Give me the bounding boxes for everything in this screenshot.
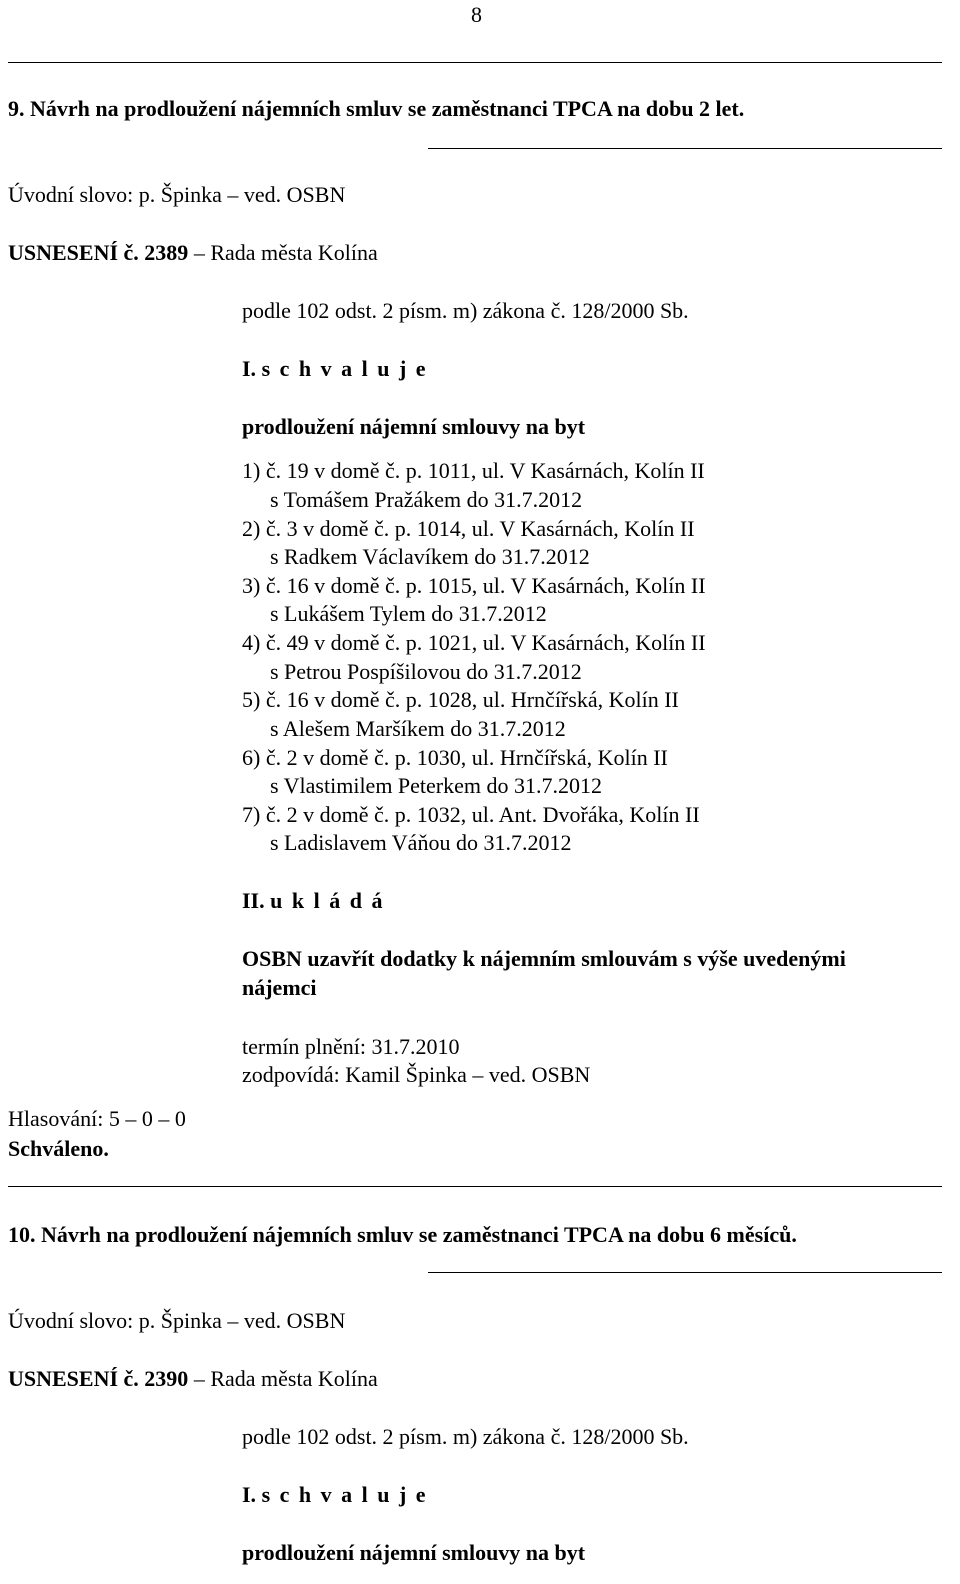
approve-subject: prodloužení nájemní smlouvy na byt	[242, 1540, 586, 1565]
resolution-line	[8, 1366, 378, 1392]
list-item-address: 3) č. 16 v domě č. p. 1015, ul. V Kasárnách, Kolín II	[242, 573, 706, 598]
list-item-address: 5) č. 16 v domě č. p. 1028, ul. Hrnčířská, Kolín II	[242, 687, 679, 712]
section-title: 10. Návrh na prodloužení nájemních smluv se zaměstnanci TPCA na dobu 6 měsíců.	[8, 1222, 797, 1247]
approval-status: Schváleno.	[8, 1136, 109, 1161]
list-item-address: 1) č. 19 v domě č. p. 1011, ul. V Kasárnách, Kolín II	[242, 458, 705, 483]
list-item-address: 2) č. 3 v domě č. p. 1014, ul. V Kasárnách, Kolín II	[242, 516, 695, 541]
resolution-body: – Rada města Kolína	[188, 1366, 378, 1391]
list-item-tenant: s Vlastimilem Peterkem do 31.7.2012	[270, 773, 603, 798]
list-item-tenant: s Alešem Maršíkem do 31.7.2012	[270, 716, 566, 741]
deadline: termín plnění: 31.7.2010	[242, 1034, 460, 1059]
resolution-line	[8, 240, 378, 266]
order-heading	[242, 888, 384, 914]
list-item-tenant: s Ladislavem Váňou do 31.7.2012	[270, 830, 572, 855]
order-word: u k l á d á	[270, 888, 385, 913]
title-underline	[428, 1272, 942, 1273]
approve-heading	[242, 356, 428, 382]
intro-line: Úvodní slovo: p. Špinka – ved. OSBN	[8, 182, 346, 207]
section-title: 9. Návrh na prodloužení nájemních smluv se zaměstnanci TPCA na dobu 2 let.	[8, 96, 745, 121]
order-num: II.	[242, 888, 271, 913]
list-item-address: 7) č. 2 v domě č. p. 1032, ul. Ant. Dvořáka, Kolín II	[242, 802, 700, 827]
list-item-tenant: s Petrou Pospíšilovou do 31.7.2012	[270, 659, 582, 684]
intro-line: Úvodní slovo: p. Špinka – ved. OSBN	[8, 1308, 346, 1333]
approve-word: s c h v a l u j e	[261, 1482, 428, 1507]
resolution-label: USNESENÍ č. 2390	[8, 1366, 189, 1391]
order-text-line2: nájemci	[242, 975, 317, 1000]
vote-result: Hlasování: 5 – 0 – 0	[8, 1106, 186, 1131]
list-item-tenant: s Lukášem Tylem do 31.7.2012	[270, 601, 547, 626]
approve-word: s c h v a l u j e	[261, 356, 428, 381]
approve-num: I.	[242, 356, 262, 381]
approve-subject: prodloužení nájemní smlouvy na byt	[242, 414, 586, 439]
list-item-tenant: s Tomášem Pražákem do 31.7.2012	[270, 487, 583, 512]
section-divider	[8, 1186, 942, 1187]
list-item-address: 6) č. 2 v domě č. p. 1030, ul. Hrnčířská, Kolín II	[242, 745, 668, 770]
title-underline	[428, 148, 942, 149]
approve-num: I.	[242, 1482, 262, 1507]
approve-heading	[242, 1482, 428, 1508]
legal-basis: podle 102 odst. 2 písm. m) zákona č. 128/2000 Sb.	[242, 298, 689, 323]
legal-basis: podle 102 odst. 2 písm. m) zákona č. 128/2000 Sb.	[242, 1424, 689, 1449]
order-text-line1: OSBN uzavřít dodatky k nájemním smlouvám s výše uvedenými	[242, 946, 846, 971]
page-number: 8	[471, 2, 482, 27]
responsible: zodpovídá: Kamil Špinka – ved. OSBN	[242, 1062, 591, 1087]
list-item-tenant: s Radkem Václavíkem do 31.7.2012	[270, 544, 590, 569]
resolution-body: – Rada města Kolína	[188, 240, 378, 265]
top-rule	[8, 62, 942, 63]
resolution-label: USNESENÍ č. 2389	[8, 240, 189, 265]
list-item-address: 4) č. 49 v domě č. p. 1021, ul. V Kasárnách, Kolín II	[242, 630, 706, 655]
